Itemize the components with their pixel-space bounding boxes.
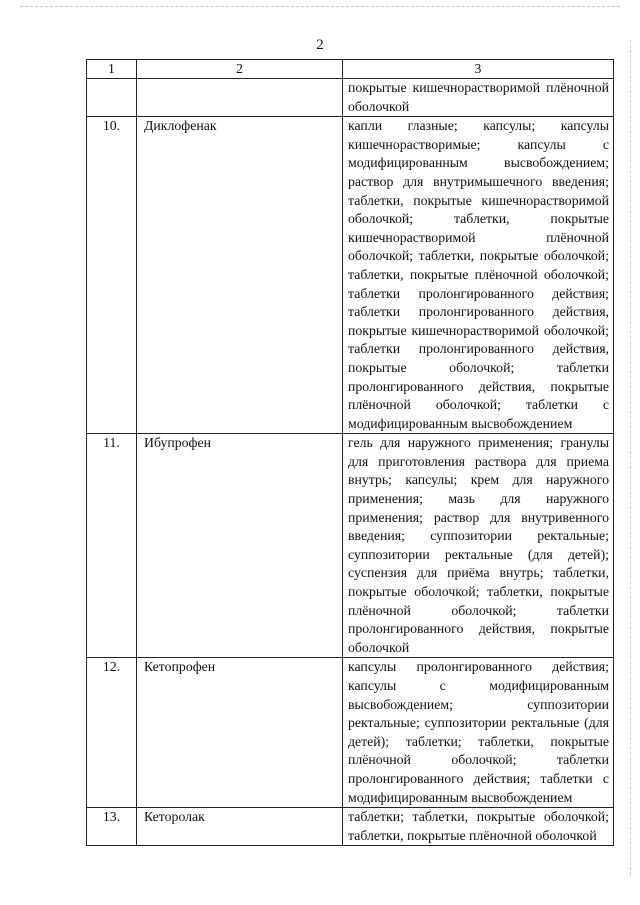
row-number: 13.	[87, 808, 137, 846]
row-number: 10.	[87, 117, 137, 434]
drug-name: Диклофенак	[137, 117, 343, 434]
dosage-forms: капсулы пролонгированного действия; капсулы с модифицированным высвобождением; суппозитории ректальные; суппозитории ректальные (для детей); таблетки; таблетки, покрытые плёночной оболочкой; таблетки пролонгированного действия; таблетки с модифицированным высвобождением	[343, 658, 614, 808]
row-number: 12.	[87, 658, 137, 808]
table-row	[87, 117, 614, 434]
drug-name: Кеторолак	[137, 808, 343, 846]
table-row	[87, 434, 614, 658]
dosage-forms: таблетки; таблетки, покрытые оболочкой; таблетки, покрытые плёночной оболочкой	[343, 808, 614, 846]
drug-name: Кетопрофен	[137, 658, 343, 808]
header-row	[87, 60, 614, 79]
table-row	[87, 79, 614, 117]
dosage-forms: гель для наружного применения; гранулы для приготовления раствора для приема внутрь; капсулы; крем для наружного применения; мазь для наружного применения; раствор для внутривенного введения; суппозитории ректальные; суппозитории ректальные (для детей); суспензия для приёма внутрь; таблетки, покрытые оболочкой; таблетки, покрытые плёночной оболочкой; таблетки пролонгированного действия, покрытые оболочкой	[343, 434, 614, 658]
column-header-1: 1	[87, 60, 137, 79]
page-number: 2	[316, 37, 324, 53]
scan-edge-top	[20, 6, 620, 8]
table-row	[87, 658, 614, 808]
drug-table	[86, 59, 614, 846]
row-number	[87, 79, 137, 117]
row-number: 11.	[87, 434, 137, 658]
dosage-forms: покрытые кишечнорастворимой плёночной оболочкой	[343, 79, 614, 117]
dosage-forms: капли глазные; капсулы; капсулы кишечнорастворимые; капсулы с модифицированным высвобождением; раствор для внутримышечного введения; таблетки, покрытые кишечнорастворимой оболочкой; таблетки, покрытые кишечнорастворимой плёночной оболочкой; таблетки, покрытые оболочкой; таблетки, покрытые плёночной оболочкой; таблетки пролонгированного действия; таблетки пролонгированного действия, покрытые кишечнорастворимой оболочкой; таблетки пролонгированного действия, покрытые оболочкой; таблетки пролонгированного действия, покрытые плёночной оболочкой; таблетки с модифицированным высвобождением	[343, 117, 614, 434]
column-header-3: 3	[343, 60, 614, 79]
drug-name	[137, 79, 343, 117]
column-header-2: 2	[137, 60, 343, 79]
drug-name: Ибупрофен	[137, 434, 343, 658]
scan-edge-right	[630, 40, 632, 875]
table-row	[87, 808, 614, 846]
